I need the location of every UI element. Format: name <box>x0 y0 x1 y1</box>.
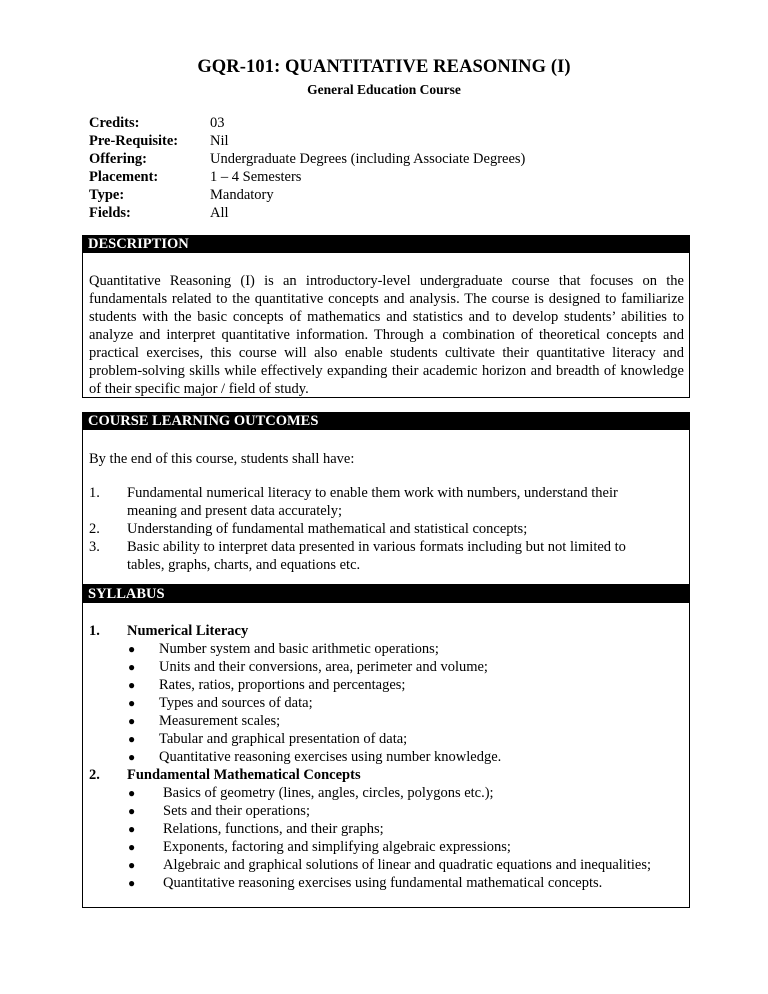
bullet-icon: ● <box>128 876 136 890</box>
syllabus-list <box>89 622 689 892</box>
course-title: GQR-101: QUANTITATIVE REASONING (I) <box>197 57 571 77</box>
list-item <box>89 658 689 676</box>
meta-row-credits <box>89 114 525 132</box>
bullet-icon: ● <box>128 678 136 692</box>
topic-title: Fundamental Mathematical Concepts <box>127 767 361 783</box>
bullet-icon: ● <box>128 696 136 710</box>
bullet-icon: ● <box>128 750 136 764</box>
topic-number: 1. <box>89 623 100 639</box>
list-item <box>89 538 664 574</box>
bullet-text: Sets and their operations; <box>163 803 310 819</box>
course-meta-table <box>89 114 525 222</box>
list-item <box>89 484 664 520</box>
description-text: Quantitative Reasoning (I) is an introductory-level undergraduate course that focuses on the fundamentals related to the quantitative concepts and analysis. The course is designed to familiarize students with the basic concepts of mathematics and statistics and to develop students’ abilities to analyze and interpret quantitative information. Through a combination of theoretical concepts and practical exercises, this course will also enable students cultivate their quantitative literacy and problem-solving skills while effectively expanding their academic horizon and breadth of knowledge of their specific major / field of study. <box>89 273 684 397</box>
description-heading: DESCRIPTION <box>82 235 690 253</box>
bullet-icon: ● <box>128 804 136 818</box>
meta-row-type <box>89 186 525 204</box>
list-text: Understanding of fundamental mathematical and statistical concepts; <box>127 521 528 537</box>
meta-value: All <box>210 205 229 221</box>
list-item <box>89 874 689 892</box>
bullet-icon: ● <box>128 840 136 854</box>
bullet-icon: ● <box>128 822 136 836</box>
list-item <box>89 640 689 658</box>
meta-label: Pre-Requisite: <box>89 133 179 149</box>
meta-value: Nil <box>210 133 229 149</box>
topic-number: 2. <box>89 767 100 783</box>
list-number: 3. <box>89 539 100 555</box>
bullet-icon: ● <box>128 858 136 872</box>
list-item <box>89 520 664 538</box>
meta-row-placement <box>89 168 525 186</box>
bullet-text: Exponents, factoring and simplifying algebraic expressions; <box>163 839 511 855</box>
list-text: Basic ability to interpret data presented in various formats including but not limited to tables, graphs, charts, and equations etc. <box>127 539 626 573</box>
syllabus-topic <box>89 766 689 784</box>
meta-label: Placement: <box>89 169 159 185</box>
bullet-text: Quantitative reasoning exercises using fundamental mathematical concepts. <box>163 875 603 891</box>
bullet-text: Measurement scales; <box>159 713 281 729</box>
course-subtitle: General Education Course <box>307 82 461 97</box>
bullet-icon: ● <box>128 732 136 746</box>
syllabus-heading: SYLLABUS <box>82 585 690 603</box>
meta-label: Credits: <box>89 115 140 131</box>
list-item <box>89 820 689 838</box>
bullet-icon: ● <box>128 714 136 728</box>
meta-value: 1 – 4 Semesters <box>210 169 302 185</box>
list-text: Fundamental numerical literacy to enable them work with numbers, understand their meaning and present data accurately; <box>127 485 618 519</box>
bullet-icon: ● <box>128 642 136 656</box>
list-number: 1. <box>89 485 100 501</box>
meta-label: Type: <box>89 187 125 203</box>
bullet-text: Relations, functions, and their graphs; <box>163 821 384 837</box>
bullet-text: Units and their conversions, area, perimeter and volume; <box>159 659 488 675</box>
list-number: 2. <box>89 521 100 537</box>
bullet-text: Types and sources of data; <box>159 695 313 711</box>
bullet-text: Rates, ratios, proportions and percentages; <box>159 677 406 693</box>
meta-value: 03 <box>210 115 225 131</box>
list-item <box>89 694 689 712</box>
bullet-text: Algebraic and graphical solutions of linear and quadratic equations and inequalities; <box>163 857 652 873</box>
bullet-icon: ● <box>128 786 136 800</box>
list-item <box>89 712 689 730</box>
list-item <box>89 856 689 874</box>
meta-label: Fields: <box>89 205 131 221</box>
list-item <box>89 784 689 802</box>
meta-row-offering <box>89 150 525 168</box>
outcomes-list <box>89 484 664 574</box>
outcomes-heading: COURSE LEARNING OUTCOMES <box>82 412 690 430</box>
bullet-icon: ● <box>128 660 136 674</box>
bullet-text: Tabular and graphical presentation of data; <box>159 731 408 747</box>
topic-title: Numerical Literacy <box>127 623 249 639</box>
list-item <box>89 802 689 820</box>
meta-row-fields <box>89 204 525 222</box>
meta-value: Undergraduate Degrees (including Associate Degrees) <box>210 151 526 167</box>
meta-label: Offering: <box>89 151 147 167</box>
list-item <box>89 748 689 766</box>
bullet-text: Basics of geometry (lines, angles, circles, polygons etc.); <box>163 785 494 801</box>
list-item <box>89 676 689 694</box>
syllabus-topic <box>89 622 689 640</box>
bullet-text: Quantitative reasoning exercises using number knowledge. <box>159 749 502 765</box>
meta-row-prerequisite <box>89 132 525 150</box>
list-item <box>89 730 689 748</box>
list-item <box>89 838 689 856</box>
outcomes-intro: By the end of this course, students shall have: <box>89 451 355 467</box>
bullet-text: Number system and basic arithmetic operations; <box>159 641 439 657</box>
meta-value: Mandatory <box>210 187 274 203</box>
